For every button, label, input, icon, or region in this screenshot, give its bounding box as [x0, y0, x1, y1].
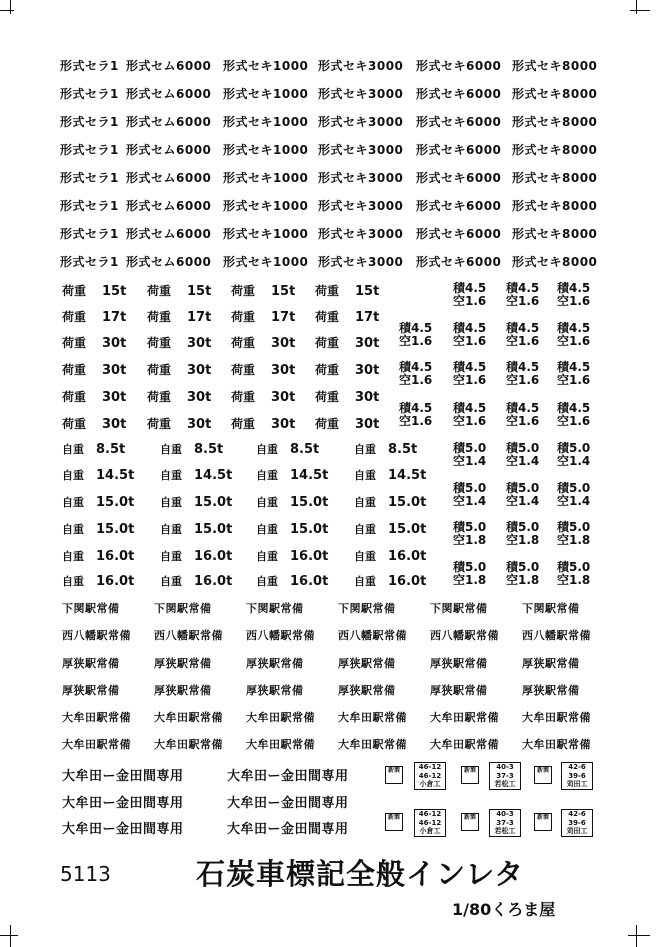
model-label: 形式セキ6000 [416, 59, 502, 73]
capacity-mark: 積4.5 空1.6 [557, 360, 591, 387]
capacity-mark: 積4.5 空1.6 [453, 321, 487, 348]
station-mark: 西八幡駅常備 [62, 629, 131, 642]
capacity-mark: 積4.5 空1.6 [506, 281, 540, 308]
crop-mark-bottom-right [636, 925, 637, 947]
station-mark: 大牟田駅常備 [522, 738, 591, 751]
tare-mark: 自重 14.5t [256, 468, 329, 483]
tare-mark: 自重 15.0t [256, 495, 329, 510]
load-mark: 荷重 30t [231, 363, 296, 378]
tare-mark: 自重 15.0t [354, 495, 427, 510]
model-label: 形式セム6000 [126, 115, 212, 129]
route-mark: 大牟田ー金田間専用 [227, 796, 349, 811]
load-mark: 荷重 30t [147, 390, 212, 405]
model-label: 形式セラ1 [60, 199, 119, 213]
capacity-mark: 積5.0 空1.8 [557, 520, 591, 547]
capacity-mark: 積5.0 空1.8 [506, 560, 540, 587]
builder-plate: 40-3 37-3 若松工 [489, 809, 521, 837]
tare-mark: 自重 16.0t [62, 549, 135, 564]
new-build-plate: 新製 [461, 766, 479, 784]
model-label: 形式セキ6000 [416, 143, 502, 157]
station-mark: 厚狭駅常備 [522, 657, 580, 670]
load-mark: 荷重 15t [315, 284, 380, 299]
model-label: 形式セキ1000 [223, 255, 309, 269]
tare-mark: 自重 8.5t [160, 442, 224, 457]
brand-label: 1/80くろま屋 [452, 900, 556, 919]
builder-plate: 46-12 46-12 小倉工 [414, 762, 446, 790]
model-label: 形式セキ6000 [416, 227, 502, 241]
tare-mark: 自重 8.5t [256, 442, 320, 457]
model-label: 形式セキ1000 [223, 171, 309, 185]
station-mark: 西八幡駅常備 [522, 629, 591, 642]
station-mark: 大牟田駅常備 [154, 711, 223, 724]
crop-mark-top-right-h [630, 10, 650, 11]
tare-mark: 自重 15.0t [62, 495, 135, 510]
load-mark: 荷重 30t [147, 417, 212, 432]
load-mark: 荷重 30t [315, 363, 380, 378]
capacity-mark: 積5.0 空1.4 [557, 481, 591, 508]
new-build-plate: 新製 [385, 813, 403, 831]
model-label: 形式セキ1000 [223, 59, 309, 73]
capacity-mark: 積4.5 空1.6 [506, 360, 540, 387]
tare-mark: 自重 15.0t [256, 522, 329, 537]
station-mark: 厚狭駅常備 [62, 684, 120, 697]
product-title: 石炭車標記全般インレタ [196, 857, 525, 891]
builder-plate: 46-12 46-12 小倉工 [414, 809, 446, 837]
model-label: 形式セキ3000 [318, 199, 404, 213]
model-label: 形式セキ3000 [318, 255, 404, 269]
model-label: 形式セキ3000 [318, 143, 404, 157]
crop-mark-top-left-h [0, 10, 14, 11]
station-mark: 西八幡駅常備 [338, 629, 407, 642]
load-mark: 荷重 30t [147, 336, 212, 351]
model-label: 形式セム6000 [126, 227, 212, 241]
load-mark: 荷重 15t [62, 284, 127, 299]
tare-mark: 自重 14.5t [160, 468, 233, 483]
capacity-mark: 積5.0 空1.4 [506, 441, 540, 468]
builder-plate: 42-6 39-6 苅田工 [561, 762, 593, 790]
station-mark: 大牟田駅常備 [430, 711, 499, 724]
station-mark: 下関駅常備 [522, 602, 580, 615]
capacity-mark: 積5.0 空1.8 [557, 560, 591, 587]
model-label: 形式セキ3000 [318, 87, 404, 101]
capacity-mark: 積4.5 空1.6 [506, 321, 540, 348]
model-label: 形式セラ1 [60, 87, 119, 101]
capacity-mark: 積5.0 空1.4 [453, 481, 487, 508]
capacity-mark: 積4.5 空1.6 [399, 360, 433, 387]
model-label: 形式セラ1 [60, 255, 119, 269]
model-label: 形式セラ1 [60, 143, 119, 157]
model-label: 形式セラ1 [60, 115, 119, 129]
station-mark: 大牟田駅常備 [246, 711, 315, 724]
station-mark: 厚狭駅常備 [154, 684, 212, 697]
crop-mark-bottom-left [10, 925, 11, 947]
model-label: 形式セム6000 [126, 143, 212, 157]
route-mark: 大牟田ー金田間専用 [227, 769, 349, 784]
station-mark: 下関駅常備 [154, 602, 212, 615]
model-label: 形式セキ3000 [318, 59, 404, 73]
capacity-mark: 積5.0 空1.8 [453, 520, 487, 547]
station-mark: 大牟田駅常備 [338, 738, 407, 751]
model-label: 形式セキ1000 [223, 87, 309, 101]
route-mark: 大牟田ー金田間専用 [62, 769, 184, 784]
model-label: 形式セキ8000 [512, 87, 598, 101]
load-mark: 荷重 30t [315, 336, 380, 351]
model-label: 形式セム6000 [126, 171, 212, 185]
load-mark: 荷重 17t [62, 310, 127, 325]
tare-mark: 自重 16.0t [160, 549, 233, 564]
station-mark: 厚狭駅常備 [430, 657, 488, 670]
station-mark: 西八幡駅常備 [430, 629, 499, 642]
model-label: 形式セム6000 [126, 59, 212, 73]
tare-mark: 自重 16.0t [256, 574, 329, 589]
model-label: 形式セキ8000 [512, 227, 598, 241]
load-mark: 荷重 30t [62, 336, 127, 351]
load-mark: 荷重 17t [147, 310, 212, 325]
model-label: 形式セキ6000 [416, 171, 502, 185]
load-mark: 荷重 30t [62, 390, 127, 405]
station-mark: 厚狭駅常備 [154, 657, 212, 670]
crop-mark-bottom-right-h [628, 935, 650, 936]
station-mark: 大牟田駅常備 [154, 738, 223, 751]
capacity-mark: 積4.5 空1.6 [453, 281, 487, 308]
capacity-mark: 積4.5 空1.6 [557, 401, 591, 428]
capacity-mark: 積4.5 空1.6 [399, 401, 433, 428]
model-label: 形式セキ8000 [512, 171, 598, 185]
station-mark: 大牟田駅常備 [430, 738, 499, 751]
model-label: 形式セラ1 [60, 59, 119, 73]
model-label: 形式セキ1000 [223, 199, 309, 213]
station-mark: 下関駅常備 [62, 602, 120, 615]
tare-mark: 自重 16.0t [354, 574, 427, 589]
tare-mark: 自重 15.0t [354, 522, 427, 537]
load-mark: 荷重 15t [147, 284, 212, 299]
tare-mark: 自重 16.0t [62, 574, 135, 589]
tare-mark: 自重 14.5t [62, 468, 135, 483]
product-code: 5113 [60, 862, 111, 886]
load-mark: 荷重 15t [231, 284, 296, 299]
capacity-mark: 積5.0 空1.4 [506, 481, 540, 508]
crop-mark-bottom-left-h [0, 935, 18, 936]
tare-mark: 自重 15.0t [62, 522, 135, 537]
model-label: 形式セラ1 [60, 227, 119, 241]
model-label: 形式セム6000 [126, 87, 212, 101]
load-mark: 荷重 30t [231, 336, 296, 351]
station-mark: 西八幡駅常備 [154, 629, 223, 642]
tare-mark: 自重 15.0t [160, 522, 233, 537]
station-mark: 厚狭駅常備 [430, 684, 488, 697]
route-mark: 大牟田ー金田間専用 [62, 822, 184, 837]
model-label: 形式セキ3000 [318, 171, 404, 185]
capacity-mark: 積5.0 空1.8 [453, 560, 487, 587]
model-label: 形式セム6000 [126, 255, 212, 269]
capacity-mark: 積4.5 空1.6 [557, 321, 591, 348]
model-label: 形式セキ8000 [512, 143, 598, 157]
model-label: 形式セキ6000 [416, 199, 502, 213]
capacity-mark: 積5.0 空1.8 [506, 520, 540, 547]
tare-mark: 自重 8.5t [354, 442, 418, 457]
tare-mark: 自重 15.0t [160, 495, 233, 510]
station-mark: 厚狭駅常備 [338, 684, 396, 697]
tare-mark: 自重 14.5t [354, 468, 427, 483]
model-label: 形式セキ8000 [512, 115, 598, 129]
crop-mark-top-right [636, 0, 637, 14]
station-mark: 下関駅常備 [338, 602, 396, 615]
station-mark: 大牟田駅常備 [62, 738, 131, 751]
station-mark: 大牟田駅常備 [338, 711, 407, 724]
crop-mark-top-left [10, 0, 11, 14]
station-mark: 大牟田駅常備 [62, 711, 131, 724]
load-mark: 荷重 17t [315, 310, 380, 325]
capacity-mark: 積4.5 空1.6 [453, 360, 487, 387]
load-mark: 荷重 30t [231, 390, 296, 405]
capacity-mark: 積5.0 空1.4 [557, 441, 591, 468]
model-label: 形式セキ6000 [416, 115, 502, 129]
model-label: 形式セキ3000 [318, 227, 404, 241]
load-mark: 荷重 30t [315, 390, 380, 405]
tare-mark: 自重 8.5t [62, 442, 126, 457]
new-build-plate: 新製 [534, 813, 552, 831]
station-mark: 下関駅常備 [430, 602, 488, 615]
model-label: 形式セキ3000 [318, 115, 404, 129]
route-mark: 大牟田ー金田間専用 [62, 796, 184, 811]
load-mark: 荷重 30t [315, 417, 380, 432]
load-mark: 荷重 30t [62, 417, 127, 432]
capacity-mark: 積5.0 空1.4 [453, 441, 487, 468]
builder-plate: 40-3 37-3 若松工 [489, 762, 521, 790]
model-label: 形式セキ6000 [416, 87, 502, 101]
station-mark: 大牟田駅常備 [246, 738, 315, 751]
station-mark: 厚狭駅常備 [246, 657, 304, 670]
station-mark: 下関駅常備 [246, 602, 304, 615]
station-mark: 厚狭駅常備 [522, 684, 580, 697]
load-mark: 荷重 30t [62, 363, 127, 378]
model-label: 形式セキ8000 [512, 59, 598, 73]
new-build-plate: 新製 [534, 766, 552, 784]
new-build-plate: 新製 [461, 813, 479, 831]
station-mark: 厚狭駅常備 [246, 684, 304, 697]
capacity-mark: 積4.5 空1.6 [399, 321, 433, 348]
capacity-mark: 積4.5 空1.6 [506, 401, 540, 428]
model-label: 形式セキ1000 [223, 143, 309, 157]
capacity-mark: 積4.5 空1.6 [557, 281, 591, 308]
station-mark: 厚狭駅常備 [338, 657, 396, 670]
station-mark: 大牟田駅常備 [522, 711, 591, 724]
model-label: 形式セキ1000 [223, 115, 309, 129]
load-mark: 荷重 30t [147, 363, 212, 378]
station-mark: 西八幡駅常備 [246, 629, 315, 642]
route-mark: 大牟田ー金田間専用 [227, 822, 349, 837]
builder-plate: 42-6 39-6 苅田工 [561, 809, 593, 837]
model-label: 形式セラ1 [60, 171, 119, 185]
model-label: 形式セキ8000 [512, 255, 598, 269]
model-label: 形式セキ8000 [512, 199, 598, 213]
model-label: 形式セキ1000 [223, 227, 309, 241]
tare-mark: 自重 16.0t [354, 549, 427, 564]
tare-mark: 自重 16.0t [256, 549, 329, 564]
tare-mark: 自重 16.0t [160, 574, 233, 589]
capacity-mark: 積4.5 空1.6 [453, 401, 487, 428]
new-build-plate: 新製 [385, 766, 403, 784]
station-mark: 厚狭駅常備 [62, 657, 120, 670]
model-label: 形式セム6000 [126, 199, 212, 213]
load-mark: 荷重 17t [231, 310, 296, 325]
model-label: 形式セキ6000 [416, 255, 502, 269]
load-mark: 荷重 30t [231, 417, 296, 432]
